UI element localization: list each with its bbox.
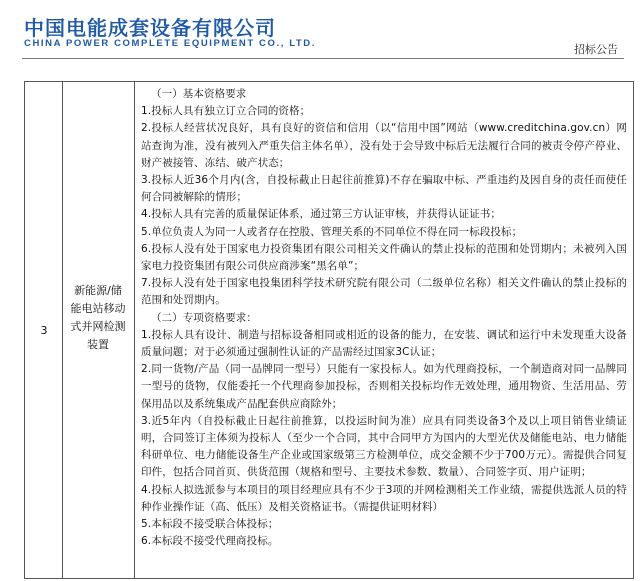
basic-requirement-item: 6.投标人没有处于国家电力投资集团有限公司相关文件确认的禁止投标的范围和处罚期内；未被列入国家电力投资集团有限公司供应商涉案“黑名单”；: [141, 242, 627, 273]
item-name: 新能源/储能电站移动式并网检测装置: [70, 284, 126, 351]
basic-requirement-item: 4.投标人具有完善的质量保证体系，通过第三方认证审核，并获得认证证书；: [141, 208, 502, 221]
basic-requirement-item: 2.投标人经营状况良好，具有良好的资信和信用（以“信用中国”网站（www.creditchina.gov.cn）网站查询为准，没有被列入严重失信主体名单），没有处于会导致中标后无法履行合同的被责令停产停业、财产被接管、冻结、破产状态；: [141, 122, 627, 169]
company-name-en: CHINA POWER COMPLETE EQUIPMENT CO., LTD.: [24, 38, 316, 49]
special-requirement-item: 1.投标人具有设计、制造与招标设备相同或相近的设备的能力，在安装、调试和运行中未发现重大设备质量问题；对于必须通过强制性认证的产品需经过国家3C认证；: [141, 328, 627, 359]
special-requirement-item: 6.本标段不接受代理商投标。: [141, 535, 279, 548]
basic-requirement-item: 7.投标人没有处于国家电投集团科学技术研究院有限公司（二级单位名称）相关文件确认的禁止投标的范围和处罚期内。: [141, 277, 627, 307]
basic-requirements-title: （一）基本资格要求: [151, 88, 247, 100]
basic-requirement-item: 1.投标人具有独立订立合同的资格；: [141, 105, 311, 118]
header-divider: [22, 58, 624, 59]
company-name-cn: 中国电能成套设备有限公司: [24, 16, 276, 40]
special-requirement-item: 5.本标段不接受联合体投标；: [141, 518, 279, 531]
notice-type-label: 招标公告: [574, 43, 618, 56]
page-header: [0, 0, 644, 62]
special-requirements-title: （二）专项资格要求：: [151, 311, 257, 324]
item-name-cell: [63, 82, 135, 578]
row-number: 3: [40, 324, 48, 337]
qualification-table: [24, 81, 634, 579]
basic-requirement-item: 5.单位负责人为同一人或者存在控股、管理关系的不同单位不得在同一标段投标；: [141, 225, 523, 238]
row-number-cell: [25, 82, 63, 578]
basic-requirement-item: 3.投标人近36个月内(含，自投标截止日起往前推算)不存在骗取中标、严重违约及因自身的责任而使任何合同被解除的情形；: [141, 174, 627, 204]
special-requirement-item: 3.近5年内（自投标截止日起往前推算，以投运时间为准）应具有同类设备3个及以上项目销售业绩证明，合同签订主体须为投标人（至少一个合同，其中合同甲方为国内的大型光伏及储能电站、电力储能科研单位、电力储能设备生产企业或国家级第三方检测单位，成交金额不少于700万元）。需提供合同复印件，包括合同首页、供货范围（规格和型号、主要技术参数、数量）、合同签字页、用户证明；: [141, 414, 627, 479]
requirements-cell: [135, 82, 633, 578]
special-requirement-item: 4.投标人拟选派参与本项目的项目经理应具有不少于3项的并网检测相关工作业绩，需提供选派人员的特种作业操作证（高、低压）及相关资格证书。（需提供证明材料）: [141, 483, 627, 513]
special-requirement-item: 2.同一货物/产品（同一品牌同一型号）只能有一家投标人。如为代理商投标，一个制造商对同一品牌同一型号的货物，仅能委托一个代理商参加投标，否则相关投标均作无效处理，通用物资、生活用品、劳保用品以及系统集成产品配套供应商除外；: [141, 363, 627, 410]
